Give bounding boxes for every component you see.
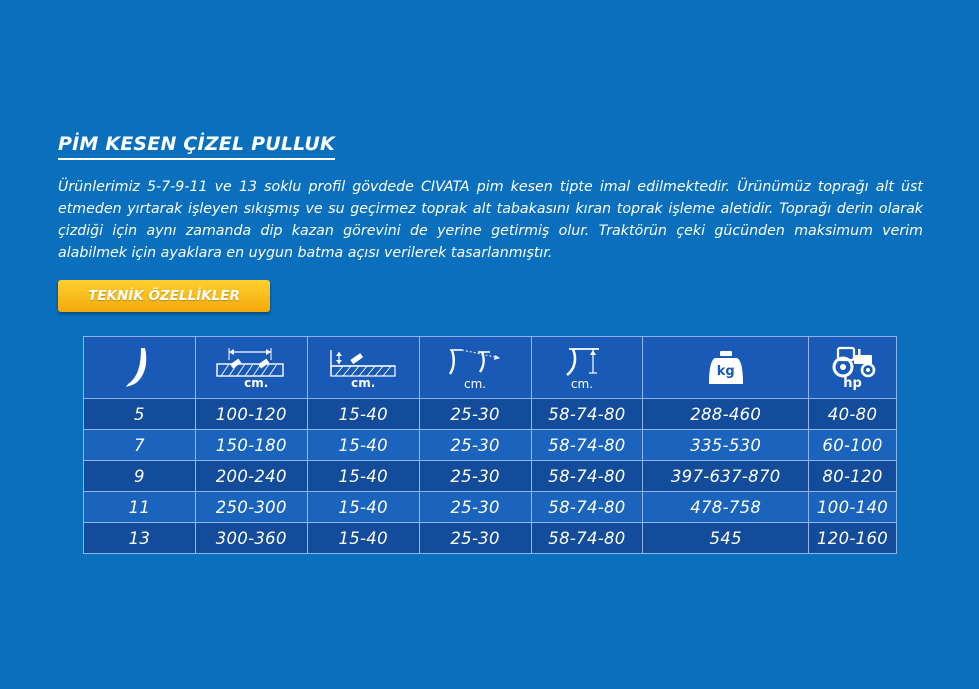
cell-frame-height: 25-30 bbox=[419, 461, 531, 492]
header-unit-label: cm. bbox=[570, 377, 593, 391]
header-shank-count bbox=[84, 337, 196, 399]
table-row bbox=[84, 523, 897, 554]
cell-working-depth: 15-40 bbox=[307, 430, 419, 461]
cell-frame-height: 25-30 bbox=[419, 523, 531, 554]
cell-shank-spacing: 200-240 bbox=[195, 461, 307, 492]
cell-tractor-power: 60-100 bbox=[809, 430, 897, 461]
table-row bbox=[84, 430, 897, 461]
cell-shank-count: 9 bbox=[84, 461, 196, 492]
shank-spacing-icon bbox=[211, 346, 291, 380]
cell-clearance: 58-74-80 bbox=[531, 430, 643, 461]
cell-weight: 478-758 bbox=[643, 492, 809, 523]
cell-shank-count: 11 bbox=[84, 492, 196, 523]
cell-shank-spacing: 100-120 bbox=[195, 399, 307, 430]
cell-working-depth: 15-40 bbox=[307, 399, 419, 430]
frame-icon bbox=[440, 346, 510, 378]
cell-clearance: 58-74-80 bbox=[531, 399, 643, 430]
cell-weight: 288-460 bbox=[643, 399, 809, 430]
table-row bbox=[84, 461, 897, 492]
clearance-icon bbox=[557, 345, 617, 379]
header-clearance bbox=[531, 337, 643, 399]
cell-tractor-power: 100-140 bbox=[809, 492, 897, 523]
header-unit-label: cm. bbox=[464, 376, 487, 391]
cell-frame-height: 25-30 bbox=[419, 399, 531, 430]
cell-shank-spacing: 150-180 bbox=[195, 430, 307, 461]
product-description: Ürünlerimiz 5-7-9-11 ve 13 soklu profil gövdede CIVATA pim kesen tipte imal edilmektedir. Ürünümüz toprağı alt üst etmeden yırtarak işleyen sıkışmış ve su geçirmez toprak alt tabakasını kıran toprak işleme aletidir. Toprağı derin olarak çizdiği için aynı zamanda dip kazan görevini de yerine getirmiş olur. Traktörün çeki gücünden maksimum verim alabilmek için ayaklara en uygun batma açısı verilerek tasarlanmıştır. bbox=[58, 179, 923, 261]
weight-unit-label: kg bbox=[716, 363, 735, 379]
header-unit-label: hp bbox=[843, 375, 862, 391]
cell-tractor-power: 40-80 bbox=[809, 399, 897, 430]
header-frame-height bbox=[419, 337, 531, 399]
cell-tractor-power: 120-160 bbox=[809, 523, 897, 554]
cell-working-depth: 15-40 bbox=[307, 461, 419, 492]
cell-shank-spacing: 250-300 bbox=[195, 492, 307, 523]
cell-shank-spacing: 300-360 bbox=[195, 523, 307, 554]
header-working-depth bbox=[307, 337, 419, 399]
cell-clearance: 58-74-80 bbox=[531, 523, 643, 554]
page-title: PİM KESEN ÇİZEL PULLUK bbox=[58, 133, 335, 160]
tractor-icon bbox=[828, 346, 878, 378]
header-weight bbox=[643, 337, 809, 399]
cell-weight: 335-530 bbox=[643, 430, 809, 461]
shank-icon bbox=[119, 345, 159, 391]
cell-weight: 397-637-870 bbox=[643, 461, 809, 492]
cell-frame-height: 25-30 bbox=[419, 430, 531, 461]
specs-table bbox=[83, 336, 897, 554]
table-header-row bbox=[84, 337, 897, 399]
cell-shank-count: 13 bbox=[84, 523, 196, 554]
cell-clearance: 58-74-80 bbox=[531, 492, 643, 523]
cell-weight: 545 bbox=[643, 523, 809, 554]
header-unit-label: cm. bbox=[244, 376, 269, 390]
depth-icon bbox=[323, 346, 403, 378]
cell-shank-count: 5 bbox=[84, 399, 196, 430]
cell-working-depth: 15-40 bbox=[307, 492, 419, 523]
header-unit-label: cm. bbox=[351, 376, 376, 390]
cell-shank-count: 7 bbox=[84, 430, 196, 461]
table-row bbox=[84, 492, 897, 523]
header-shank-spacing bbox=[195, 337, 307, 399]
header-tractor-power bbox=[809, 337, 897, 399]
cell-frame-height: 25-30 bbox=[419, 492, 531, 523]
table-row bbox=[84, 399, 897, 430]
cell-clearance: 58-74-80 bbox=[531, 461, 643, 492]
cell-working-depth: 15-40 bbox=[307, 523, 419, 554]
cell-tractor-power: 80-120 bbox=[809, 461, 897, 492]
technical-specs-badge: TEKNİK ÖZELLİKLER bbox=[58, 280, 270, 312]
